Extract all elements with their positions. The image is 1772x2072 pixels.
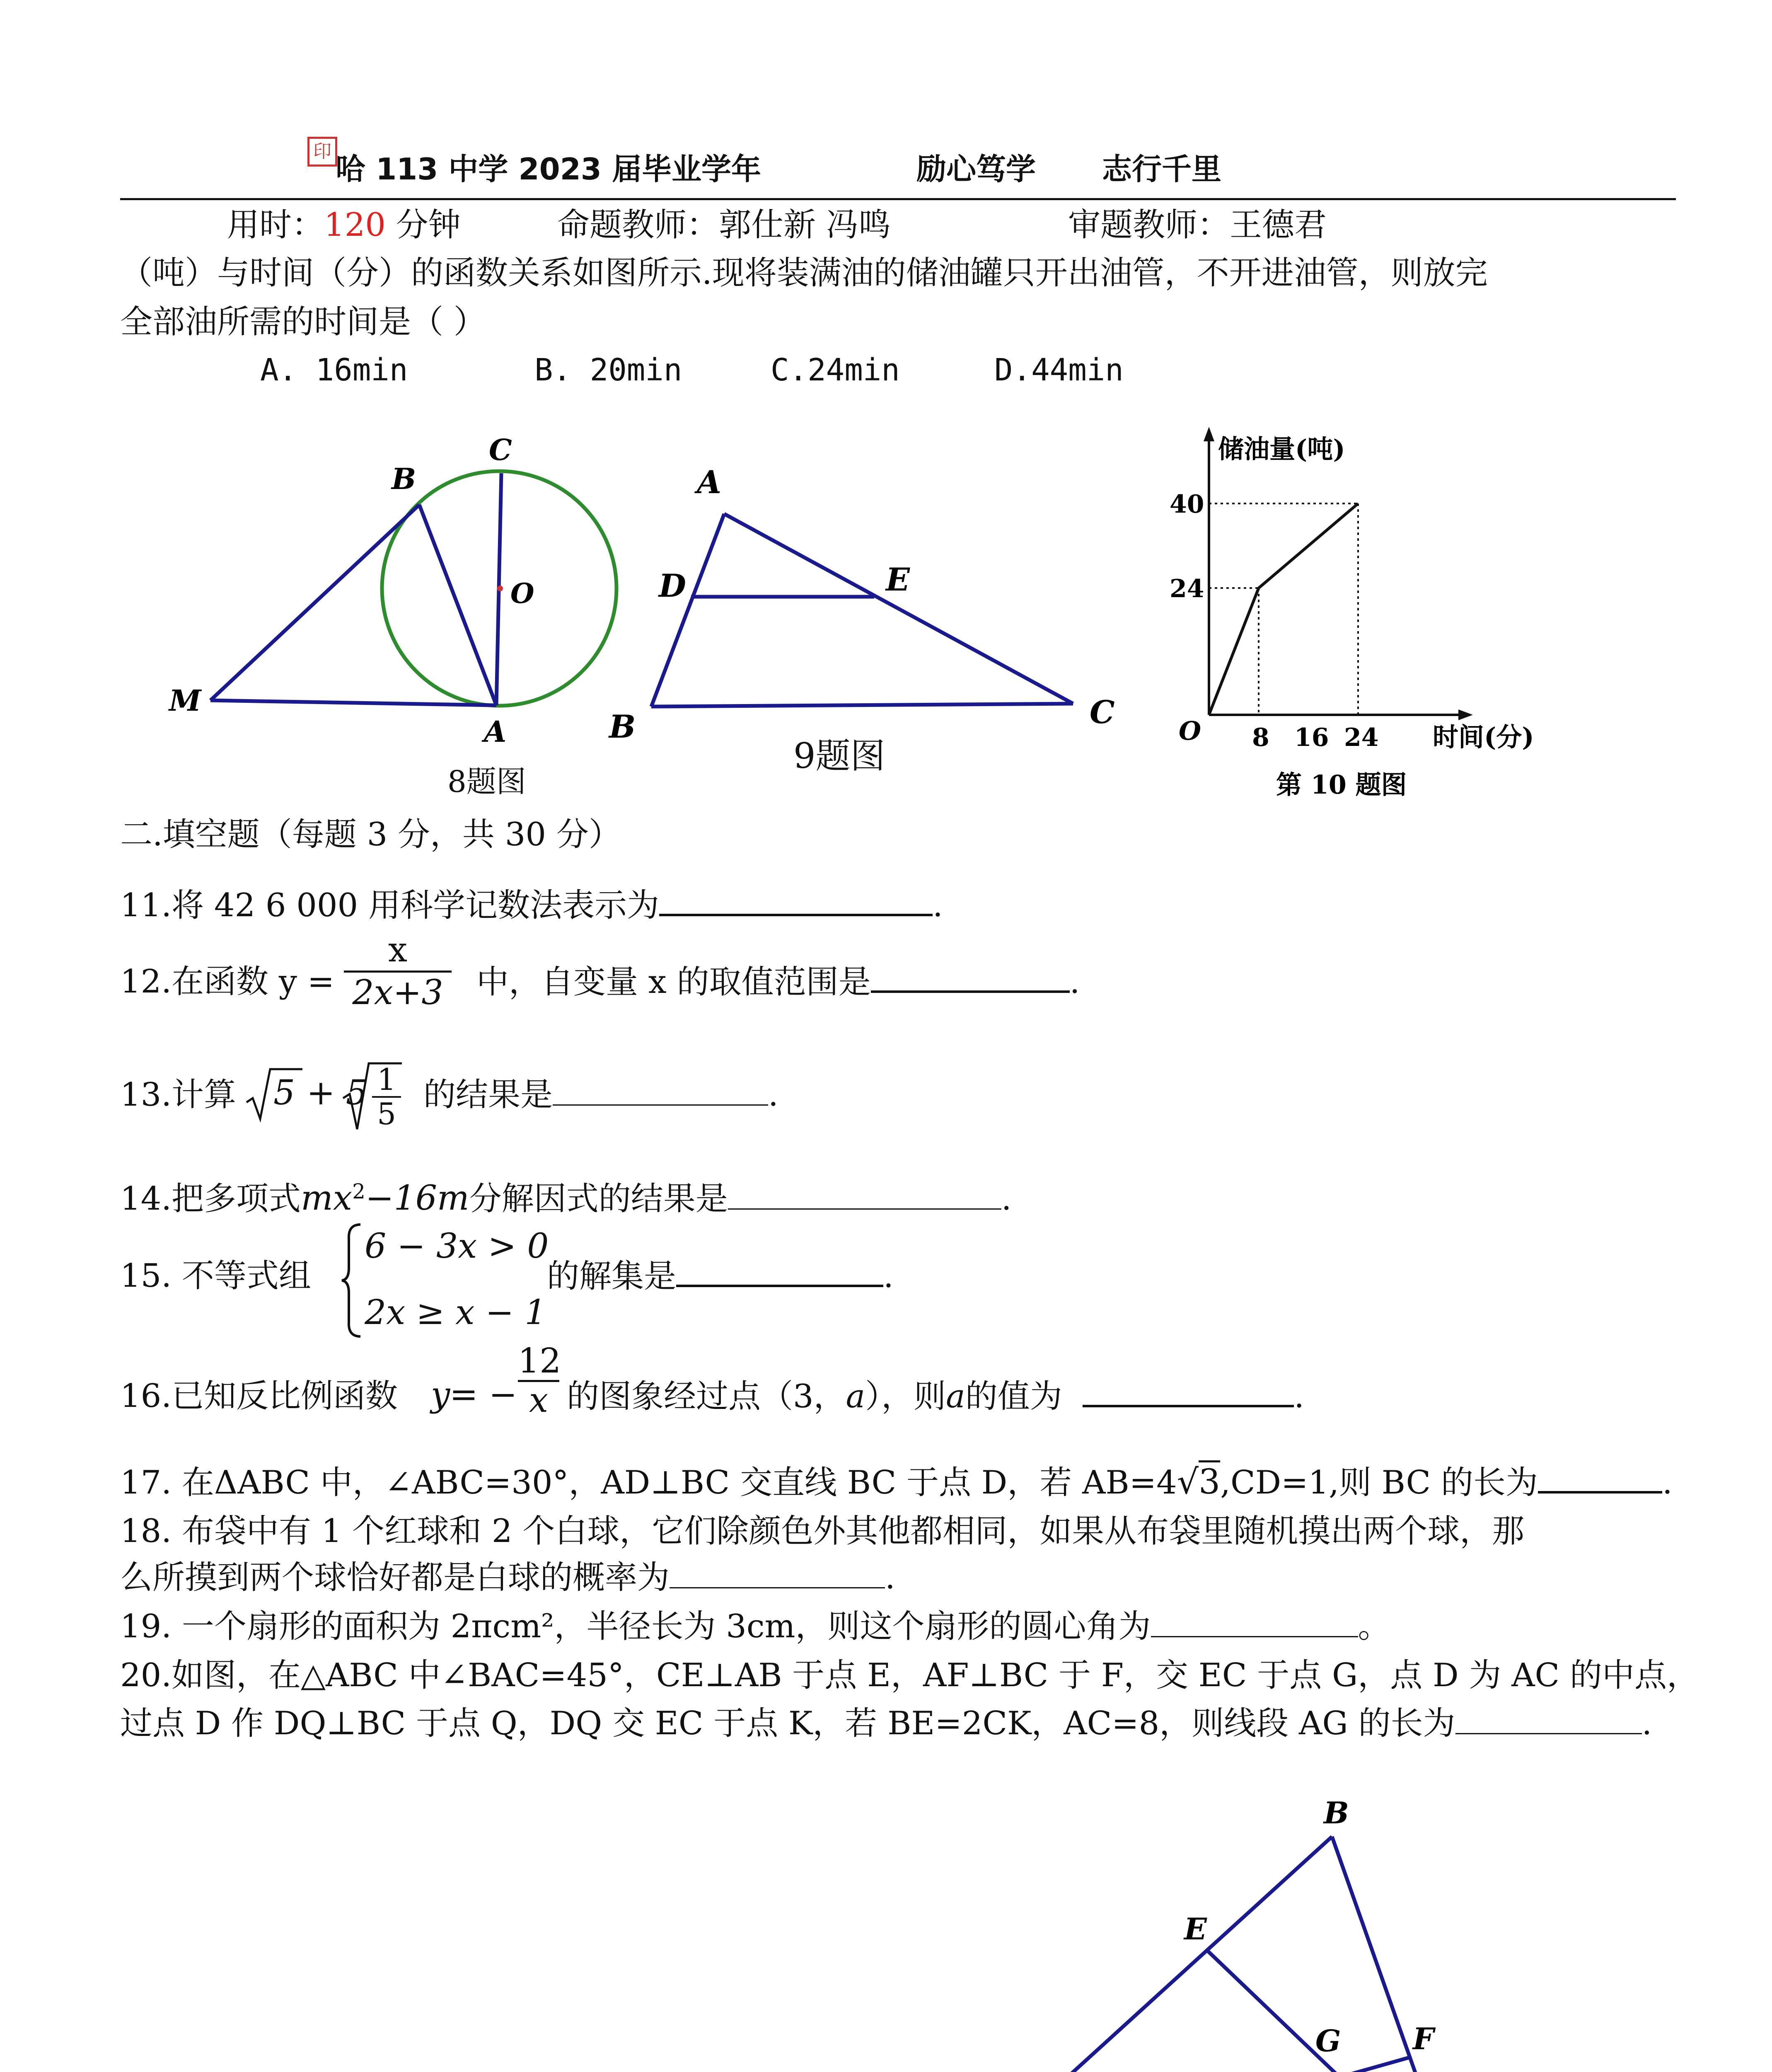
fig20-AF — [945, 2057, 1411, 2072]
q15-ineq-2: 2x ≥ x − 1 — [365, 1293, 546, 1332]
fig20-label-g: G — [1315, 2023, 1341, 2058]
q10-option-c: C.24min — [771, 352, 900, 388]
q17: 17. 在ΔABC 中，∠ABC=30°，AD⊥BC 交直线 BC 于点 D，若 AB=4√3,CD=1,则 BC 的长为 . — [120, 1465, 1673, 1499]
q16-prefix: 16.已知反比例函数 — [120, 1377, 398, 1415]
q16-answer-blank[interactable] — [1083, 1380, 1294, 1407]
fig8-label-o: O — [510, 577, 534, 610]
fig10-ytick-1: 24 — [1170, 574, 1204, 603]
q12-numerator: x — [388, 930, 408, 970]
figure-10-chart — [1152, 414, 1608, 821]
fig10-caption: 第 10 题图 — [1276, 770, 1407, 800]
q12-denominator: 2x+3 — [352, 973, 443, 1013]
q16-fraction: 12 x — [518, 1341, 561, 1421]
fig9-BC — [651, 704, 1073, 707]
author-line: 命题教师：郭仕新 冯鸣 — [557, 206, 891, 244]
q13-fraction: 1 5 — [372, 1063, 401, 1130]
q13-prefix: 13.计算 — [120, 1076, 237, 1113]
reviewer-line: 审题教师：王德君 — [1068, 206, 1327, 244]
fig8-MB — [210, 505, 419, 700]
q13: 的结果是 . — [423, 1076, 778, 1113]
fig9-AC — [724, 514, 1073, 704]
fig20-label-e: E — [1184, 1911, 1207, 1946]
fig8-label-c: C — [489, 433, 512, 467]
q15-prefix: 15. 不等式组 — [120, 1257, 311, 1295]
school-title: 哈 113 中学 2023 届毕业学年 — [336, 152, 761, 186]
fig20-label-b: B — [1324, 1795, 1349, 1830]
q16-eq: = − — [450, 1375, 517, 1414]
fig10-series-line — [1209, 503, 1358, 715]
q18-line1: 18. 布袋中有 1 个红球和 2 个白球，它们除颜色外其他都相同，如果从布袋里随机摸出两个球，那 — [120, 1513, 1525, 1550]
fig9-AB — [651, 514, 724, 707]
q13-plus: + 5 — [307, 1073, 367, 1113]
section-2-title: 二.填空题（每题 3 分，共 30 分） — [120, 816, 621, 853]
fig8-label-b: B — [392, 462, 416, 496]
fig10-xtick-1: 16 — [1294, 723, 1329, 752]
q20-line1: 20.如图，在△ABC 中∠BAC=45°，CE⊥AB 于点 E，AF⊥BC 于 F，交 EC 于点 G，点 D 为 AC 的中点， — [120, 1657, 1699, 1694]
fig20-BC — [1332, 1837, 1456, 2072]
q15: 的解集是 . — [547, 1258, 894, 1295]
motto-1: 励心笃学 — [916, 152, 1036, 186]
q16: 的图象经过点（3，a），则a的值为 . — [567, 1378, 1305, 1415]
fig10-xtick-0: 8 — [1252, 723, 1269, 752]
time-line: 用时：120 分钟 — [227, 206, 461, 244]
fig9-caption: 9题图 — [793, 736, 885, 776]
fig8-label-a: A — [484, 714, 507, 749]
fig10-x-arrow-icon — [1458, 709, 1473, 720]
q15-answer-blank[interactable] — [676, 1260, 883, 1287]
fig10-xlabel: 时间(分) — [1433, 722, 1534, 752]
q19: 19. 一个扇形的面积为 2πcm²，半径长为 3cm，则这个扇形的圆心角为 。 — [120, 1608, 1390, 1645]
q13-root-5: 5 — [273, 1073, 295, 1113]
fig9-label-b: B — [609, 708, 636, 745]
q10-option-a: A. 16min — [260, 352, 408, 388]
motto-2: 志行千里 — [1102, 152, 1222, 186]
q20-line2: 过点 D 作 DQ⊥BC 于点 Q，DQ 交 EC 于点 K，若 BE=2CK，AC=8，则线段 AG 的长为 . — [120, 1705, 1652, 1742]
fig10-ylabel: 储油量(吨) — [1218, 434, 1345, 464]
fig10-origin: O — [1179, 716, 1201, 746]
fig20-AB — [945, 1837, 1332, 2072]
fig8-label-m: M — [169, 683, 201, 718]
time-value: 120 — [324, 206, 386, 244]
fig9-label-a: A — [697, 464, 721, 501]
fig10-ytick-0: 40 — [1170, 490, 1204, 519]
q15-brace-icon — [340, 1222, 365, 1339]
fig8-center-dot — [497, 586, 503, 591]
q20-answer-blank[interactable] — [1455, 1708, 1642, 1734]
fig8-MA — [210, 700, 496, 705]
figure-20 — [891, 1765, 1554, 2072]
fig9-label-e: E — [886, 561, 910, 598]
q14-answer-blank[interactable] — [728, 1184, 1001, 1210]
q12-fraction — [344, 931, 452, 1013]
fig9-label-d: D — [659, 567, 686, 604]
school-stamp-icon: 印 — [307, 137, 337, 167]
q18-line2: 么所摸到两个球恰好都是白球的概率为 . — [120, 1559, 895, 1596]
q10-option-d: D.44min — [994, 352, 1124, 388]
q10-option-b: B. 20min — [534, 352, 682, 388]
q12: 中，自变量 x 的取值范围是 . — [476, 963, 1080, 1001]
q11-answer-blank[interactable] — [659, 889, 933, 916]
fig20-label-f: F — [1413, 2021, 1434, 2056]
q15-ineq-1: 6 − 3x > 0 — [365, 1227, 549, 1266]
q13-answer-blank[interactable] — [553, 1080, 768, 1106]
figure-8 — [157, 423, 638, 804]
header-rule — [120, 198, 1676, 200]
q14: 14.把多项式$mx^2-16m$分解因式的结果是 . — [120, 1179, 1012, 1218]
q11: 11.将 42 6 000 用科学记数法表示为 . — [120, 887, 943, 924]
q10-line1: （吨）与时间（分）的函数关系如图所示.现将装满油的储油罐只开出油管，不开进油管，则放完 — [120, 254, 1488, 292]
figure-9 — [605, 456, 1152, 754]
fig9-label-c: C — [1090, 694, 1115, 731]
q17-answer-blank[interactable] — [1538, 1466, 1662, 1493]
fig8-caption: 8题图 — [447, 764, 526, 799]
q10-line2: 全部油所需的时间是（ ） — [120, 303, 486, 341]
fig10-y-arrow-icon — [1204, 427, 1214, 441]
fig10-xtick-2: 24 — [1344, 723, 1379, 752]
q12-answer-blank[interactable] — [871, 966, 1070, 993]
q18-answer-blank[interactable] — [670, 1562, 885, 1588]
q19-answer-blank[interactable] — [1151, 1611, 1358, 1637]
q16-y: y — [431, 1375, 450, 1414]
fig8-BA — [419, 505, 496, 705]
q12-prefix: 12.在函数 y = — [120, 963, 335, 1000]
